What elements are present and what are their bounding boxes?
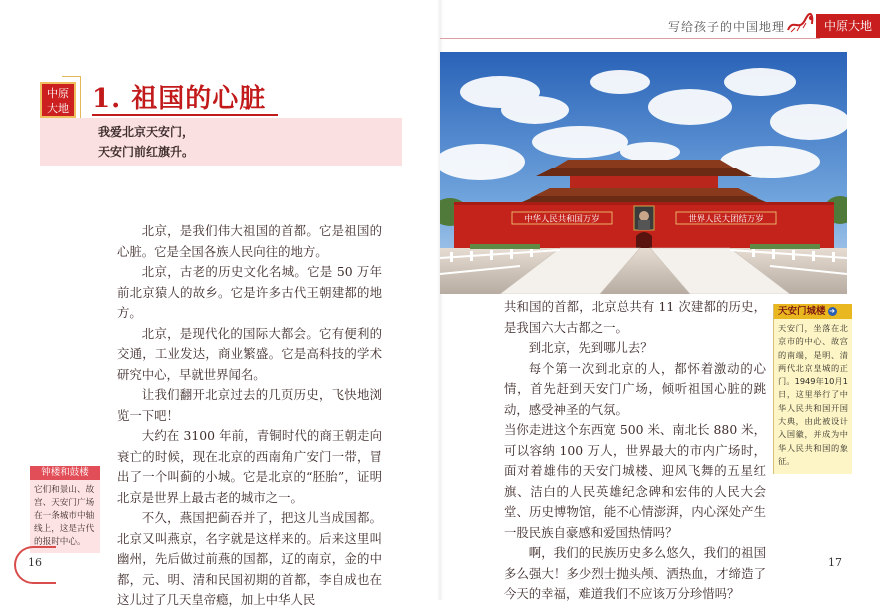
- paragraph: 北京，古老的历史文化名城。它是 50 万年前北京猿人的故乡。它是许多古代王朝建都的地方。: [117, 264, 382, 320]
- paragraph: 到北京，先到哪儿去？: [528, 340, 653, 355]
- side-note-title: [774, 304, 852, 319]
- paragraph: 让我们翻开北京过去的几页历史，飞快地浏览一下吧！: [117, 387, 382, 423]
- tiananmen-illustration: [440, 52, 847, 294]
- side-note-title-text: 天安门城楼: [778, 306, 826, 317]
- arrow-circle-icon: ➜: [829, 307, 835, 315]
- paragraph: 每个第一次到北京的人，都怀着激动的心情，首先赶到天安门广场，倾听祖国心脏的跳动，感受神圣的气氛。: [504, 360, 766, 417]
- chapter-title: 1. 祖国的心脏: [92, 84, 267, 114]
- section-tab: [816, 14, 880, 38]
- epigraph-line: 我爱北京天安门，: [98, 125, 195, 139]
- right-page: [440, 0, 880, 600]
- banner-right-text: 世界人民大团结万岁: [688, 213, 764, 224]
- badge-line-1: 中原: [47, 87, 69, 100]
- side-note-bell-drum-tower: [30, 466, 100, 553]
- title-underline: [92, 114, 278, 116]
- side-note-body: 天安门，坐落在北京市的中心、故宫的南端，是明、清两代北京皇城的正门。1949年10月1日，这里举行了中华人民共和国开国大典，由此被设计入国徽，并成为中华人民共和国的象征。: [778, 323, 848, 466]
- tiananmen-photo: [440, 52, 847, 294]
- paragraph: 北京，是我们伟大祖国的首都。它是祖国的心脏。它是全国各族人民向往的地方。: [117, 223, 382, 259]
- page-number-right: 17: [828, 556, 842, 569]
- paragraph: 啊，我们的民族历史多么悠久，我们的祖国多么强大！多少烈士抛头颅、洒热血，才缔造了今天的幸福，难道我们不应该万分珍惜吗？: [504, 545, 766, 601]
- running-book-title: 写给孩子的中国地理: [667, 20, 785, 34]
- side-note-tiananmen: [773, 304, 852, 474]
- epigraph-line: 天安门前红旗升。: [98, 145, 195, 159]
- epigraph-box: [40, 118, 402, 166]
- paragraph: 北京，是现代化的国际大都会。它有便利的交通，工业发达，商业繁盛。它是高科技的学术研究中心，早就世界闻名。: [117, 325, 382, 382]
- left-body-text: [117, 221, 382, 611]
- paragraph: 共和国的首都，北京总共有 11 次建都的历史，是我国六大古都之一。: [504, 299, 766, 335]
- left-page: [0, 0, 440, 607]
- page-number-left: 16: [28, 556, 42, 569]
- right-body-text: [504, 297, 766, 605]
- paragraph: 大约在 3100 年前，青铜时代的商王朝走向衰亡的时候，现在北京的西南角广安门一带，冒出了一个叫蓟的小城。它是北京的“胚胎”，证明北京是世界上最古老的城市之一。: [117, 428, 382, 505]
- header-rule: [440, 38, 820, 39]
- badge-line-2: 大地: [47, 102, 69, 115]
- section-tab-label: 中原大地: [823, 19, 872, 33]
- dragon-ornament-icon: [785, 10, 815, 36]
- side-note-title: 钟楼和鼓楼: [30, 466, 100, 480]
- paragraph: 不久，燕国把蓟吞并了，把这儿当成国都。北京又叫燕京，名字就是这样来的。后来这里叫幽州，先后做过前燕的国都，辽的南京，金的中都，元、明、清和民国初期的首都，李自成也在这儿过了几天皇帝瘾，加上中华人民: [117, 510, 382, 607]
- section-badge: [40, 82, 76, 118]
- side-note-body: 它们和景山、故宫、天安门广场在一条城市中轴线上，这是古代的报时中心。: [30, 480, 100, 553]
- paragraph: 当你走进这个东西宽 500 米、南北长 880 米，可以容纳 100 万人，世界最大的市内广场时，面对着雄伟的天安门城楼、迎风飞舞的五星红旗、洁白的人民英雄纪念碑和宏伟的人民大会堂、历史博物馆，能不心情澎湃，内心深处产生一股民族自豪感和爱国热情吗？: [504, 422, 766, 540]
- banner-left-text: 中华人民共和国万岁: [524, 213, 600, 224]
